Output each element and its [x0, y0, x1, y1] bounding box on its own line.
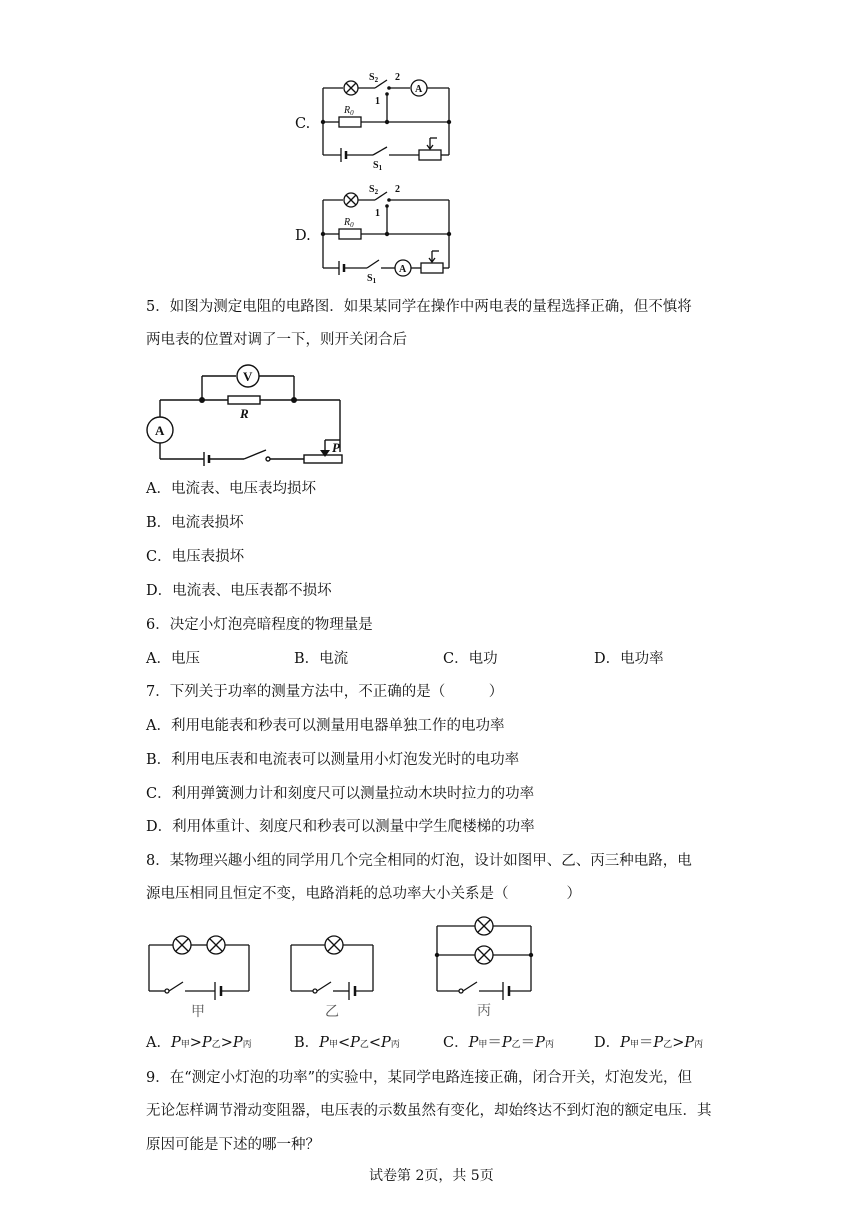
q7-stem: 7．下列关于功率的测量方法中，不正确的是（ ）: [146, 684, 504, 700]
page-footer: 试卷第 2页，共 5页: [369, 1168, 494, 1184]
svg-text:1: 1: [375, 96, 380, 107]
q5-stem-line-2: 两电表的位置对调了一下，则开关闭合后: [146, 332, 407, 348]
q8-circuit-bing: [433, 912, 535, 1022]
q8-option-c: C．P甲＝P乙＝P丙: [443, 1035, 554, 1051]
svg-text:R0: $R_0$: [344, 217, 354, 229]
q6-option-b: B．电流: [294, 651, 349, 667]
svg-text:S1: $S_1$: [367, 273, 377, 284]
svg-text:2: 2: [395, 72, 400, 83]
svg-text:V: V: [243, 369, 253, 384]
q9-stem-line-3: 原因可能是下述的哪一种？: [146, 1137, 320, 1153]
q4-option-d-circuit: [315, 180, 457, 284]
svg-text:甲: 甲: [191, 1005, 205, 1020]
q5-option-c: C．电压表损坏: [146, 549, 245, 565]
q7-option-d: D．利用体重计、刻度尺和秒表可以测量中学生爬楼梯的功率: [146, 819, 535, 835]
svg-text:丙: 丙: [477, 1004, 491, 1019]
q8-option-a: A．P甲>P乙>P丙: [146, 1035, 252, 1051]
q5-option-b: B．电流表损坏: [146, 515, 244, 531]
svg-text:S1: $S_1$: [373, 160, 383, 172]
svg-text:P: P: [332, 440, 340, 455]
q5-option-a: A．电流表、电压表均损坏: [146, 481, 316, 497]
q6-option-c: C．电功: [443, 651, 498, 667]
svg-text:R0: $R_0$: [344, 105, 354, 117]
svg-text:2: 2: [395, 184, 400, 195]
svg-text:R: R: [240, 406, 249, 421]
q4-option-c-circuit: [315, 68, 457, 172]
q8-stem-line-1: 8．某物理兴趣小组的同学用几个完全相同的灯泡，设计如图甲、乙、丙三种电路，电: [146, 853, 692, 869]
svg-text:A: A: [155, 423, 165, 438]
svg-text:1: 1: [375, 208, 380, 219]
q8-circuit-yi: [287, 928, 377, 1020]
svg-text:S2: $S_2$: [369, 72, 379, 84]
q5-stem-line-1: 5．如图为测定电阻的电路图．如果某同学在操作中两电表的量程选择正确，但不慎将: [146, 299, 692, 315]
q8-circuit-jia: [145, 928, 253, 1020]
svg-text:S2: $S_2$: [369, 184, 379, 196]
q4-option-d-label: D.: [295, 228, 311, 244]
q7-option-a: A．利用电能表和秒表可以测量用电器单独工作的电功率: [146, 718, 505, 734]
q9-stem-line-2: 无论怎样调节滑动变阻器，电压表的示数虽然有变化，却始终达不到灯泡的额定电压．其: [146, 1103, 712, 1119]
svg-text:A: A: [415, 84, 423, 95]
svg-text:A: A: [399, 264, 407, 275]
q5-option-d: D．电流表、电压表都不损坏: [146, 583, 332, 599]
q8-stem-line-2: 源电压相同且恒定不变，电路消耗的总功率大小关系是（ ）: [146, 886, 581, 902]
q4-option-c-label: C.: [295, 116, 311, 132]
svg-text:乙: 乙: [325, 1005, 339, 1020]
q7-option-b: B．利用电压表和电流表可以测量用小灯泡发光时的电功率: [146, 752, 520, 768]
q9-stem-line-1: 9．在“测定小灯泡的功率”的实验中，某同学电路连接正确，闭合开关，灯泡发光，但: [146, 1070, 693, 1086]
q8-option-d: D．P甲＝P乙>P丙: [594, 1035, 704, 1051]
q6-option-d: D．电功率: [594, 651, 664, 667]
q7-option-c: C．利用弹簧测力计和刻度尺可以测量拉动木块时拉力的功率: [146, 786, 535, 802]
q6-option-a: A．电压: [146, 651, 200, 667]
q5-circuit-diagram: [144, 362, 350, 468]
q8-option-b: B．P甲<P乙<P丙: [294, 1035, 400, 1051]
q6-stem: 6．决定小灯泡亮暗程度的物理量是: [146, 617, 373, 633]
